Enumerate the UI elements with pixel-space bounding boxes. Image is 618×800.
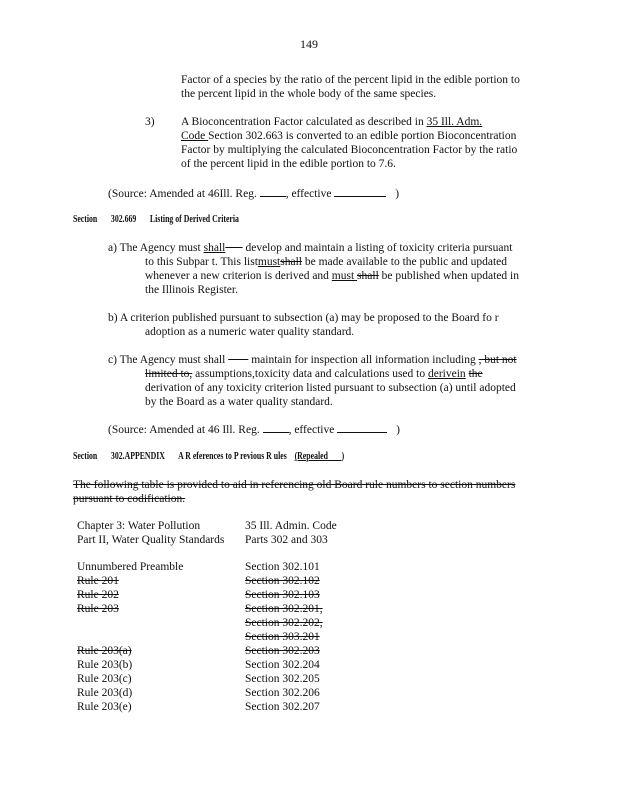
- table-cell: Section 302.103: [245, 589, 320, 601]
- paragraph-line: Factor by multiplying the calculated Bioconcentration Factor by the ratio: [181, 144, 518, 156]
- paragraph-line: [145, 269, 519, 283]
- text-run: maintain for inspection all information including: [248, 354, 479, 366]
- table-cell: Section 302.202,: [245, 617, 323, 629]
- source-text: , effective: [288, 424, 335, 436]
- blank-line: [260, 186, 286, 197]
- intro-line: The following table is provided to aid in referencing old Board rule numbers to section numbers: [73, 479, 516, 491]
- text-run: assumptions,toxicity data and calculations used to: [192, 368, 428, 380]
- table-column-left: [77, 560, 183, 714]
- inserted-text: must: [331, 270, 358, 282]
- blank-line: [263, 422, 289, 433]
- text-run: whenever a new criterion is derived and: [145, 270, 332, 282]
- paragraph-line: Factor of a species by the ratio of the percent lipid in the edible portion to: [181, 74, 520, 86]
- source-text: ): [396, 424, 400, 436]
- table-cell: Section 302.206: [245, 687, 320, 699]
- blank-line: [334, 186, 386, 197]
- text-run: c) The Agency must shall: [108, 354, 229, 366]
- source-text: ): [395, 188, 400, 200]
- section-close: ): [341, 451, 345, 462]
- inserted-text: Code: [181, 130, 209, 142]
- source-text: , effective: [285, 188, 332, 200]
- table-cell: [77, 616, 183, 630]
- section-title: A R eferences to P revious R ules: [178, 451, 287, 462]
- deleted-text: shall: [280, 256, 302, 268]
- paragraph-line: adoption as a numeric water quality standard.: [145, 326, 355, 338]
- deleted-text: limited to,: [145, 368, 193, 380]
- paragraph-line: the percent lipid in the whole body of the same species.: [181, 88, 437, 100]
- table-cell: Rule 203(a): [77, 645, 132, 657]
- section-title: Listing of Derived Criteria: [149, 214, 239, 225]
- paragraph-line: [181, 129, 516, 143]
- table-cell: Section 302.205: [245, 673, 320, 685]
- intro-line: pursuant to codification.: [73, 493, 186, 505]
- source-note: [108, 186, 399, 201]
- table-head-right: [245, 519, 337, 547]
- table-cell: Rule 203(d): [77, 687, 133, 699]
- deleted-text: the: [468, 368, 483, 380]
- blank-line: [337, 422, 387, 433]
- section-label: Section: [73, 451, 98, 462]
- table-cell: Rule 202: [77, 589, 119, 601]
- paragraph-line: b) A criterion published pursuant to subsection (a) may be proposed to the Board fo r: [108, 312, 499, 324]
- section-heading: [73, 214, 239, 225]
- table-cell: Unnumbered Preamble: [77, 561, 184, 573]
- table-cell: Section 302.201,: [245, 603, 323, 615]
- paragraph-line: by the Board as a water quality standard.: [145, 396, 333, 408]
- table-cell: Section 302.207: [245, 701, 320, 713]
- table-cell: Section 302.203: [245, 645, 320, 657]
- table-cell: [77, 630, 183, 644]
- table-head-cell: Parts 302 and 303: [245, 534, 328, 546]
- inserted-text: derive: [428, 368, 457, 380]
- table-cell: Rule 203(e): [77, 701, 132, 713]
- text-run: be published when updated in: [378, 270, 519, 282]
- table-cell: Rule 203(b): [77, 659, 133, 671]
- paragraph-line: [108, 353, 517, 367]
- table-cell: Section 303.201: [245, 631, 320, 643]
- paragraph-line: the Illinois Register.: [145, 284, 238, 296]
- table-cell: Section 302.102: [245, 575, 320, 587]
- section-number: 302.APPENDIX: [110, 451, 165, 462]
- text-run: to this Subpar t. This list: [145, 256, 258, 268]
- paragraph-line: [145, 367, 483, 381]
- page-number: 149: [300, 37, 318, 51]
- source-text: (Source: Amended at 46 Ill. Reg.: [108, 424, 260, 436]
- table-head-left: [77, 519, 224, 547]
- source-note: [108, 422, 400, 437]
- text-run: A Bioconcentration Factor calculated as described in: [181, 116, 427, 128]
- table-cell: Rule 203: [77, 603, 119, 615]
- text-run: Section 302.663 is converted to an edible portion Bioconcentration: [208, 130, 517, 142]
- deleted-text: shall: [203, 242, 226, 254]
- table-head-cell: Chapter 3: Water Pollution: [77, 520, 201, 532]
- inserted-text: 35 Ill. Adm.: [426, 116, 483, 128]
- inserted-text: in: [456, 368, 466, 380]
- inserted-text: must: [257, 256, 281, 268]
- section-label: Section: [73, 214, 98, 225]
- table-cell: Section 302.204: [245, 659, 320, 671]
- text-run: be made available to the public and updated: [302, 256, 508, 268]
- paragraph-line: of the percent lipid in the edible portion to 7.6.: [181, 158, 396, 170]
- text-run: develop and maintain a listing of toxicity criteria pursuant: [242, 242, 513, 254]
- table-column-right: [245, 560, 323, 714]
- section-number: 302.669: [110, 214, 137, 225]
- table-cell: Rule 201: [77, 575, 119, 587]
- paragraph-line: [108, 241, 512, 255]
- table-head-cell: 35 Ill. Admin. Code: [245, 520, 337, 532]
- text-run: a) The Agency must: [108, 242, 204, 254]
- deleted-text: shall: [357, 270, 379, 282]
- section-heading: [73, 451, 344, 462]
- deleted-text: , but not: [478, 354, 517, 366]
- paragraph-line: derivation of any toxicity criterion listed pursuant to subsection (a) until adopted: [145, 382, 516, 394]
- table-cell: Rule 203(c): [77, 673, 132, 685]
- table-cell: Section 302.101: [245, 561, 320, 573]
- repealed-label: (Repealed: [294, 451, 328, 462]
- table-head-cell: Part II, Water Quality Standards: [77, 534, 225, 546]
- paragraph-line: [181, 115, 482, 129]
- source-text: (Source: Amended at 46Ill. Reg.: [108, 188, 257, 200]
- paragraph-line: [145, 255, 507, 269]
- item-number: 3): [145, 116, 155, 128]
